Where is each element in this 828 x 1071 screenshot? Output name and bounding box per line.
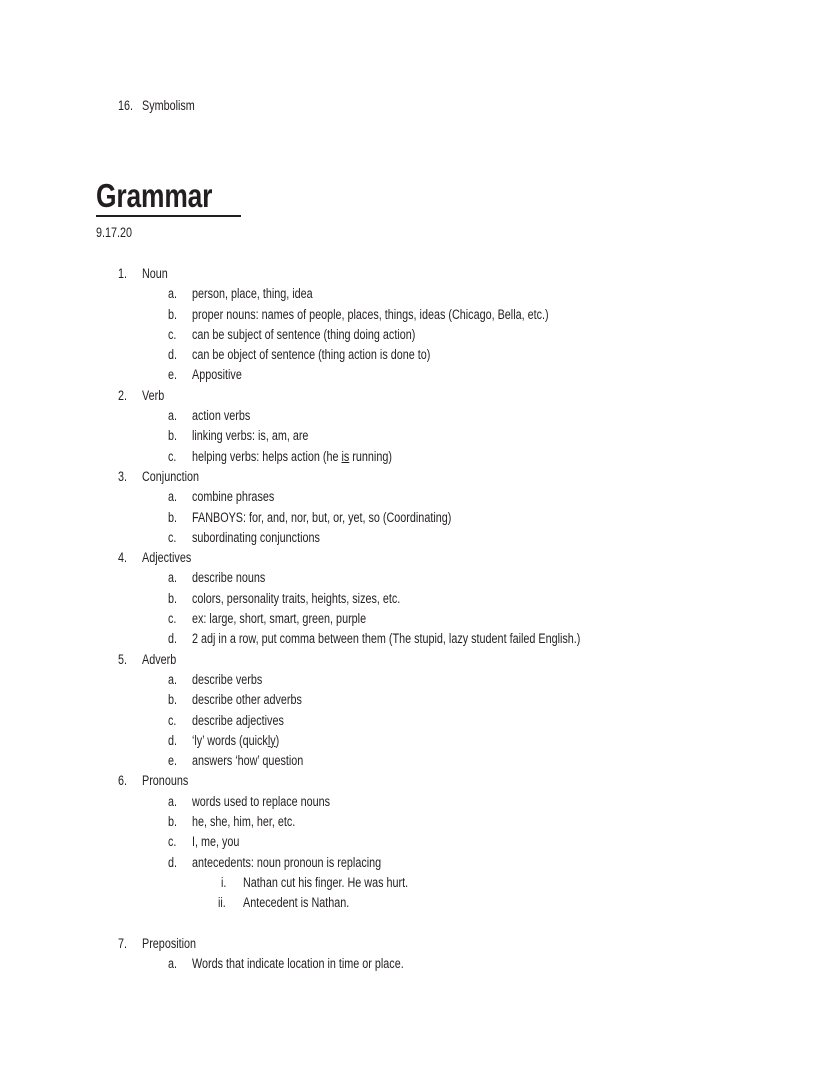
outline-item-label: describe verbs (192, 671, 263, 687)
outline-item-label: Words that indicate location in time or place. (192, 956, 404, 972)
outline-item-label: proper nouns: names of people, places, things, ideas (Chicago, Bella, etc.) (192, 306, 549, 322)
outline-item-label: Antecedent is Nathan. (243, 895, 350, 911)
outline-item-marker: c. (168, 529, 177, 545)
outline-item-marker: c. (168, 326, 177, 342)
outline-item-label: Noun (142, 266, 168, 281)
outline-item (0, 873, 828, 893)
outline-item (0, 954, 828, 974)
outline-item (0, 670, 828, 690)
outline-item-marker: d. (168, 854, 178, 870)
outline-item (0, 284, 828, 304)
outline-item-marker: a. (168, 956, 178, 972)
outline-item-marker: a. (168, 671, 178, 687)
page-title: Grammar (96, 178, 241, 217)
outline-item-label: action verbs (192, 408, 251, 424)
outline-item (0, 406, 828, 426)
outline-item (0, 467, 828, 487)
outline-item-label: Adjectives (142, 550, 192, 566)
outline-item-label: Appositive (192, 367, 242, 383)
outline-item-marker: a. (168, 570, 178, 586)
outline-list (0, 264, 828, 974)
outline-item-marker: b. (168, 509, 178, 525)
outline-item-label: FANBOYS: for, and, nor, but, or, yet, so (Coordinating) (192, 509, 452, 525)
outline-item (0, 731, 828, 751)
orphan-list-item (118, 96, 208, 116)
outline-item-marker: e. (168, 753, 178, 769)
outline-item-label: describe adjectives (192, 712, 284, 728)
outline-item (0, 609, 828, 629)
outline-item-label: ‘ly’ words (quickly) (192, 732, 280, 748)
outline-item (0, 426, 828, 446)
outline-item-label: Preposition (142, 935, 197, 951)
outline-item-label: antecedents: noun pronoun is replacing (192, 854, 382, 870)
outline-item-marker: 3. (118, 468, 128, 484)
outline-item-marker: 5. (118, 651, 128, 667)
outline-item-label: 2 adj in a row, put comma between them (The stupid, lazy student failed English.) (192, 631, 581, 647)
outline-item (0, 893, 828, 913)
outline-item-marker: b. (168, 428, 178, 444)
outline-item-marker: a. (168, 408, 178, 424)
outline-item (0, 589, 828, 609)
outline-item-label: Adverb (142, 651, 177, 667)
outline-item (0, 325, 828, 345)
outline-item-label: Pronouns (142, 773, 189, 789)
outline-item-label: Verb (142, 387, 165, 403)
outline-item (0, 832, 828, 852)
outline-item-marker: 2. (118, 387, 128, 403)
outline-item-marker: b. (168, 306, 178, 322)
outline-item-marker: d. (168, 732, 178, 748)
outline-item-label: answers ‘how’ question (192, 753, 304, 769)
outline-item-marker: b. (168, 814, 178, 830)
outline-item (0, 365, 828, 385)
outline-item (0, 751, 828, 771)
outline-item (0, 711, 828, 731)
outline-item (0, 487, 828, 507)
outline-item-label: linking verbs: is, am, are (192, 428, 309, 444)
outline-item-label: person, place, thing, idea (192, 286, 313, 302)
outline-item (0, 934, 828, 954)
outline-item-marker: a. (168, 793, 178, 809)
outline-item-marker: i. (221, 874, 227, 890)
outline-item-marker: 1. (118, 266, 128, 281)
title-block (96, 178, 241, 242)
outline-item-label: Nathan cut his finger. He was hurt. (243, 874, 409, 890)
outline-item-label: describe other adverbs (192, 692, 302, 708)
outline-item-label: combine phrases (192, 489, 275, 505)
outline-item (0, 853, 828, 873)
outline-spacer (0, 914, 828, 934)
outline-item (0, 305, 828, 325)
outline-item-marker: ii. (218, 895, 227, 911)
outline-item-marker: 7. (118, 935, 128, 951)
orphan-list-item-label: Symbolism (142, 98, 195, 113)
outline-item-marker: 4. (118, 550, 128, 566)
outline-item (0, 548, 828, 568)
outline-item-marker: 6. (118, 773, 128, 789)
outline-item-marker: a. (168, 286, 178, 302)
outline-item-marker: b. (168, 590, 178, 606)
outline-item (0, 345, 828, 365)
outline-item-label: can be subject of sentence (thing doing action) (192, 326, 416, 342)
document-date: 9.17.20 (96, 225, 133, 240)
orphan-list-item-marker: 16. (118, 98, 134, 113)
outline-item (0, 812, 828, 832)
outline-item-label: can be object of sentence (thing action is done to) (192, 347, 431, 363)
outline-item-label: Conjunction (142, 468, 200, 484)
outline-item (0, 447, 828, 467)
outline-item (0, 568, 828, 588)
outline-item (0, 386, 828, 406)
outline-item-label: helping verbs: helps action (he is running) (192, 448, 392, 464)
outline-item (0, 508, 828, 528)
outline-item-label: I, me, you (192, 834, 240, 850)
outline-item (0, 264, 828, 284)
outline-item-marker: c. (168, 834, 177, 850)
outline-item (0, 629, 828, 649)
outline-item-label: words used to replace nouns (192, 793, 331, 809)
outline-item-label: subordinating conjunctions (192, 529, 320, 545)
outline-item (0, 528, 828, 548)
outline-item-marker: e. (168, 367, 178, 383)
outline-item-marker: d. (168, 631, 178, 647)
outline-item (0, 771, 828, 791)
outline-item (0, 792, 828, 812)
outline-item-label: colors, personality traits, heights, sizes, etc. (192, 590, 401, 606)
outline-item-marker: a. (168, 489, 178, 505)
outline-item-label: ex: large, short, smart, green, purple (192, 611, 367, 627)
outline-item-label: describe nouns (192, 570, 266, 586)
outline-item-marker: c. (168, 611, 177, 627)
outline-item-marker: d. (168, 347, 178, 363)
outline-item-marker: b. (168, 692, 178, 708)
outline-item (0, 690, 828, 710)
outline-item (0, 650, 828, 670)
outline-item-marker: c. (168, 448, 177, 464)
outline-item-label: he, she, him, her, etc. (192, 814, 296, 830)
outline-item-marker: c. (168, 712, 177, 728)
